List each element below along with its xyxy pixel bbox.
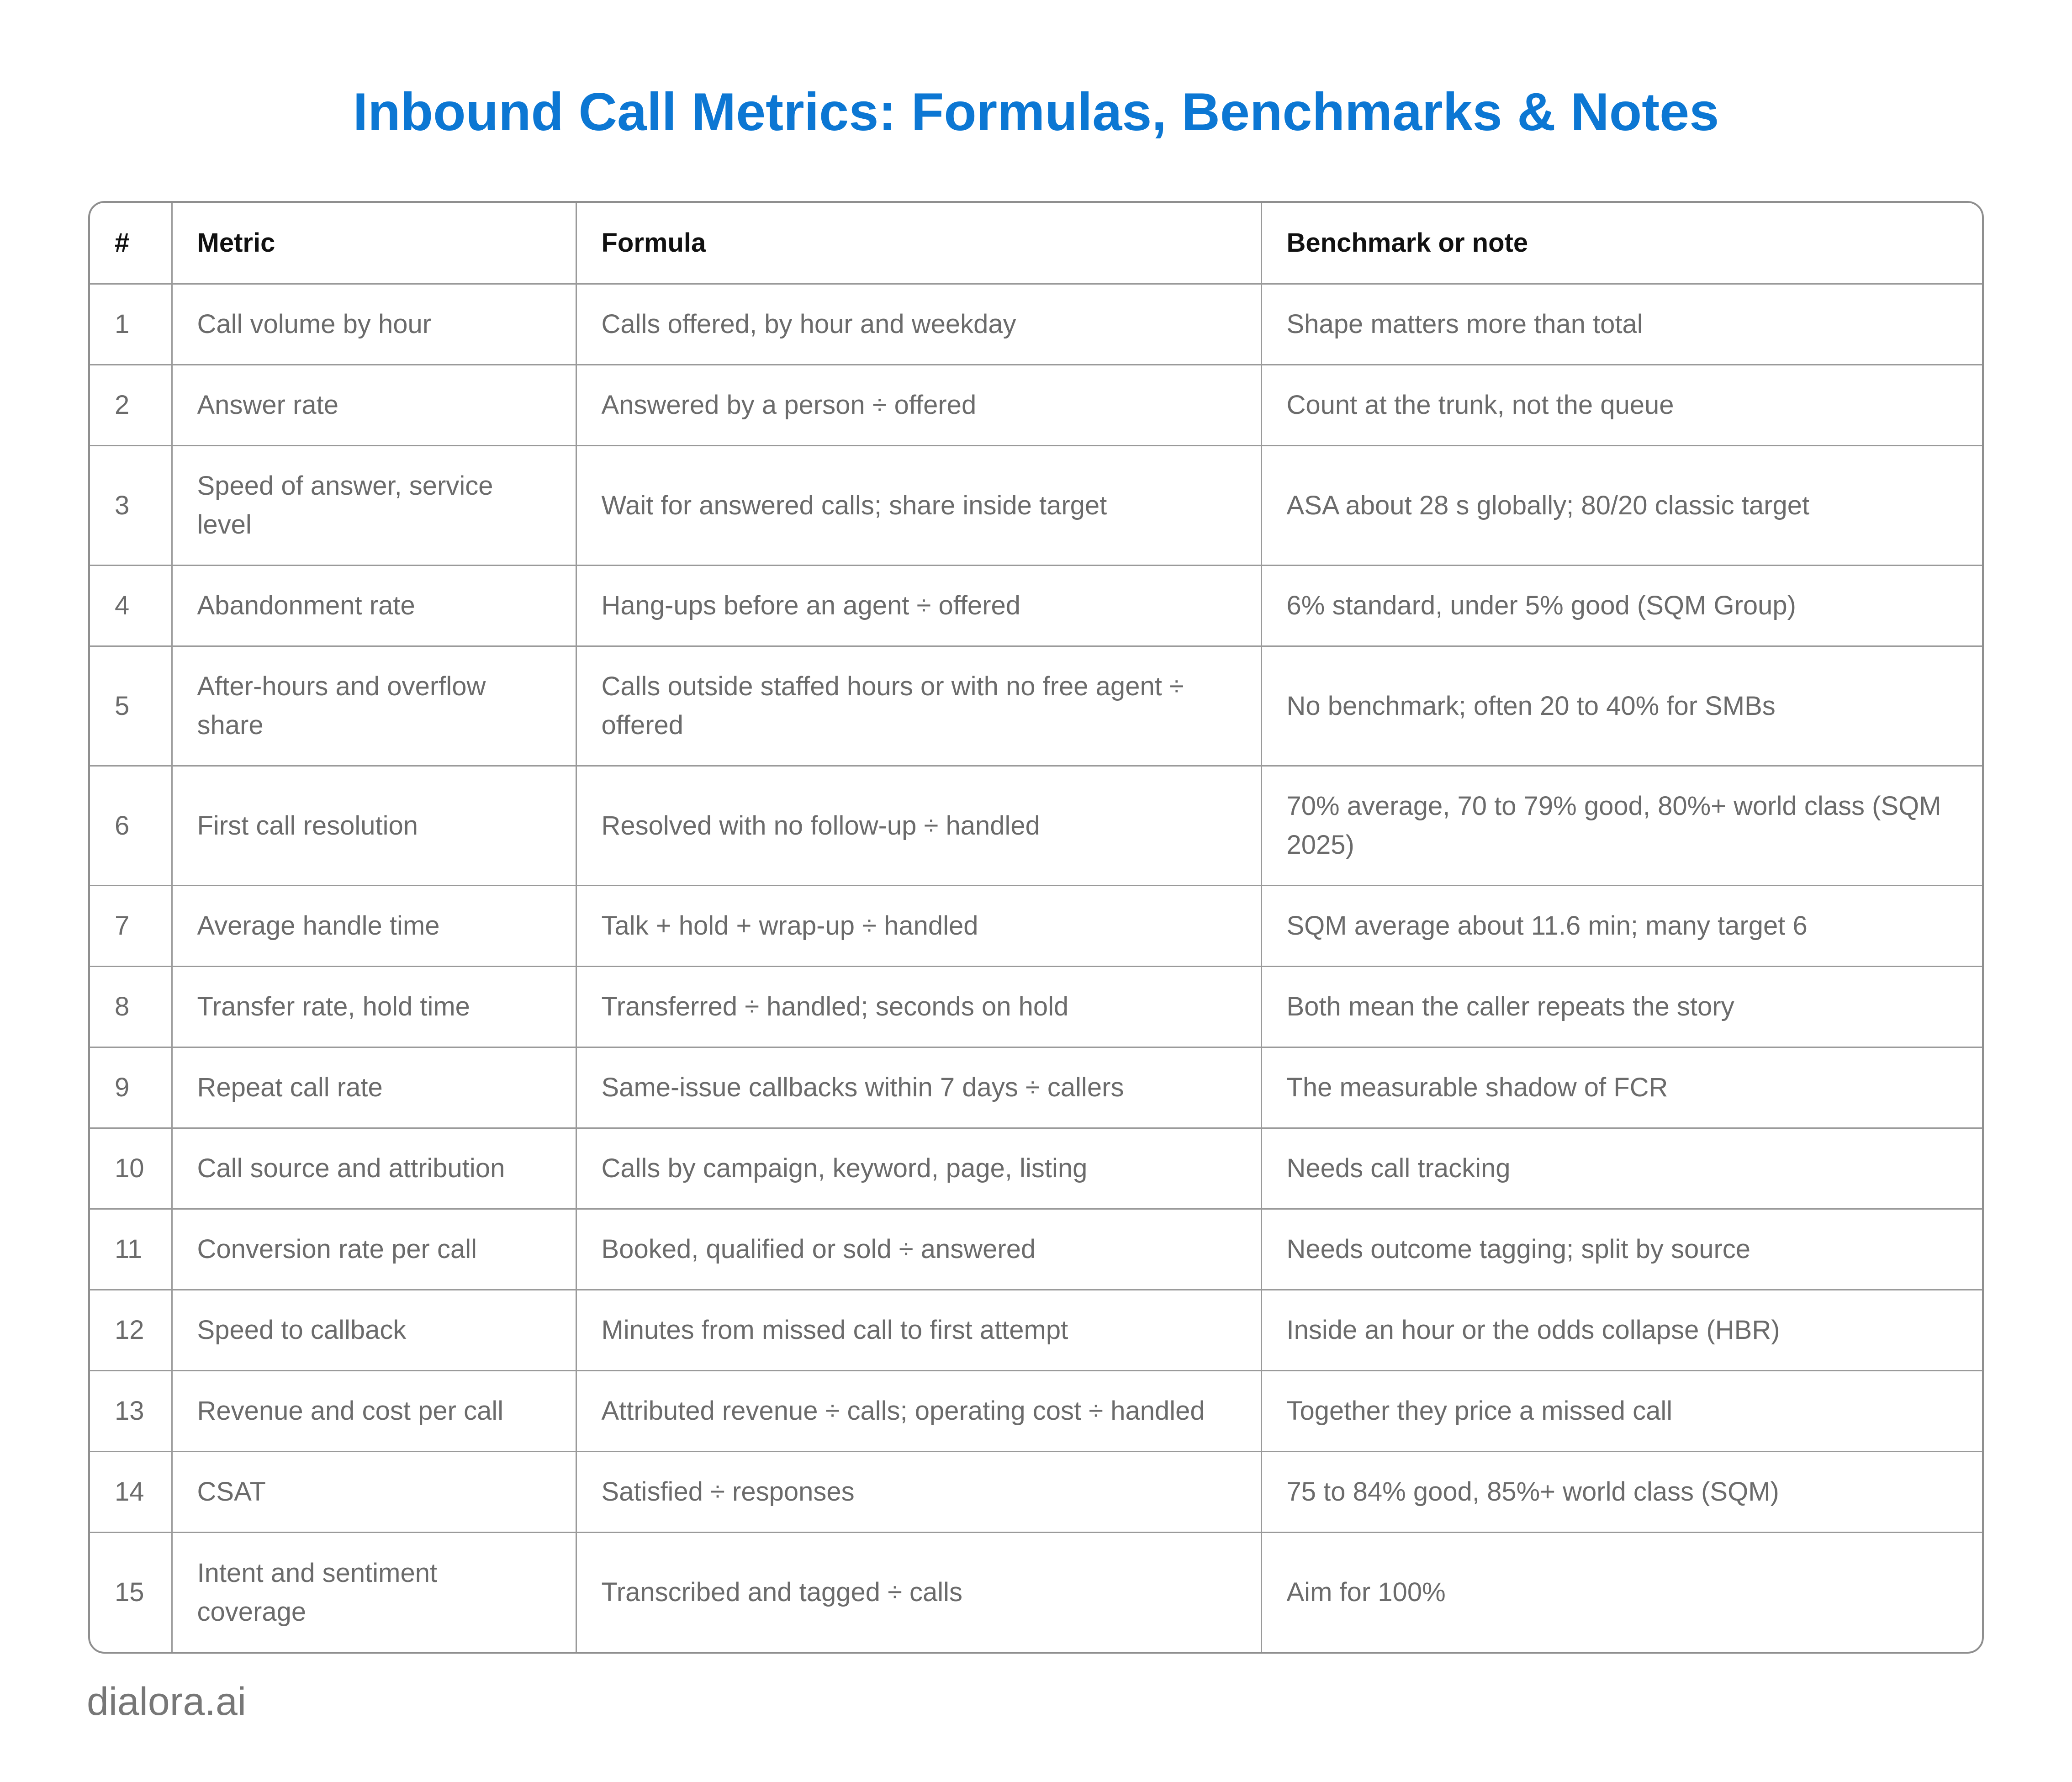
row-metric: CSAT xyxy=(172,1451,576,1532)
row-note: Both mean the caller repeats the story xyxy=(1261,966,1982,1047)
table-row xyxy=(90,284,1982,365)
table-row xyxy=(90,1532,1982,1652)
table-row xyxy=(90,1290,1982,1370)
table-row xyxy=(90,1451,1982,1532)
row-metric: Transfer rate, hold time xyxy=(172,966,576,1047)
row-formula: Transcribed and tagged ÷ calls xyxy=(576,1532,1261,1652)
row-formula: Answered by a person ÷ offered xyxy=(576,365,1261,445)
row-number: 1 xyxy=(90,284,172,365)
table-row xyxy=(90,966,1982,1047)
row-note: ASA about 28 s globally; 80/20 classic target xyxy=(1261,445,1982,565)
row-note: Together they price a missed call xyxy=(1261,1370,1982,1451)
row-metric: Speed to callback xyxy=(172,1290,576,1370)
row-note: Count at the trunk, not the queue xyxy=(1261,365,1982,445)
row-metric: After-hours and overflow share xyxy=(172,646,576,766)
row-note: Needs call tracking xyxy=(1261,1128,1982,1209)
row-number: 13 xyxy=(90,1370,172,1451)
row-number: 5 xyxy=(90,646,172,766)
row-note: Shape matters more than total xyxy=(1261,284,1982,365)
column-header-number: # xyxy=(90,203,172,284)
table-row xyxy=(90,1128,1982,1209)
row-formula: Hang-ups before an agent ÷ offered xyxy=(576,565,1261,646)
row-formula: Calls by campaign, keyword, page, listing xyxy=(576,1128,1261,1209)
row-formula: Satisfied ÷ responses xyxy=(576,1451,1261,1532)
row-number: 10 xyxy=(90,1128,172,1209)
row-note: Inside an hour or the odds collapse (HBR) xyxy=(1261,1290,1982,1370)
row-metric: Answer rate xyxy=(172,365,576,445)
row-note: The measurable shadow of FCR xyxy=(1261,1047,1982,1128)
row-number: 12 xyxy=(90,1290,172,1370)
row-metric: Abandonment rate xyxy=(172,565,576,646)
row-formula: Transferred ÷ handled; seconds on hold xyxy=(576,966,1261,1047)
row-formula: Wait for answered calls; share inside target xyxy=(576,445,1261,565)
row-number: 3 xyxy=(90,445,172,565)
row-metric: Intent and sentiment coverage xyxy=(172,1532,576,1652)
row-note: Aim for 100% xyxy=(1286,1577,1446,1608)
row-formula: Booked, qualified or sold ÷ answered xyxy=(576,1209,1261,1290)
row-note: Needs outcome tagging; split by source xyxy=(1261,1209,1982,1290)
table-row xyxy=(90,885,1982,966)
table-row xyxy=(90,1047,1982,1128)
column-header-metric: Metric xyxy=(172,203,576,284)
row-metric: Speed of answer, service level xyxy=(172,445,576,565)
row-metric: Call volume by hour xyxy=(172,284,576,365)
row-metric: Average handle time xyxy=(172,885,576,966)
row-number: 9 xyxy=(90,1047,172,1128)
row-note: 75 to 84% good, 85%+ world class (SQM) xyxy=(1261,1451,1982,1532)
table-row xyxy=(90,1370,1982,1451)
row-metric: Repeat call rate xyxy=(172,1047,576,1128)
metrics-table xyxy=(90,203,1982,1652)
row-number: 6 xyxy=(90,766,172,885)
row-number: 15 xyxy=(90,1532,172,1652)
metrics-table-container xyxy=(88,201,1984,1654)
row-formula: Calls offered, by hour and weekday xyxy=(576,284,1261,365)
row-note: SQM average about 11.6 min; many target 6 xyxy=(1261,885,1982,966)
table-row xyxy=(90,766,1982,885)
row-number: 7 xyxy=(90,885,172,966)
row-number: 8 xyxy=(90,966,172,1047)
row-formula: Attributed revenue ÷ calls; operating cost ÷ handled xyxy=(576,1370,1261,1451)
row-number: 4 xyxy=(90,565,172,646)
row-metric: Call source and attribution xyxy=(172,1128,576,1209)
row-metric: Revenue and cost per call xyxy=(172,1370,576,1451)
column-header-note: Benchmark or note xyxy=(1261,203,1982,284)
row-formula: Talk + hold + wrap-up ÷ handled xyxy=(576,885,1261,966)
column-header-formula: Formula xyxy=(576,203,1261,284)
table-header-row xyxy=(90,203,1982,284)
row-formula: Minutes from missed call to first attempt xyxy=(576,1290,1261,1370)
row-number: 11 xyxy=(90,1209,172,1290)
row-number: 14 xyxy=(90,1451,172,1532)
page-title: Inbound Call Metrics: Formulas, Benchmarks & Notes xyxy=(353,82,1719,142)
table-row xyxy=(90,565,1982,646)
table-row xyxy=(90,646,1982,766)
row-note: 70% average, 70 to 79% good, 80%+ world class (SQM 2025) xyxy=(1261,766,1982,885)
row-formula: Calls outside staffed hours or with no free agent ÷ offered xyxy=(576,646,1261,766)
row-note: No benchmark; often 20 to 40% for SMBs xyxy=(1261,646,1982,766)
table-row xyxy=(90,365,1982,445)
row-metric: Conversion rate per call xyxy=(172,1209,576,1290)
row-note: 6% standard, under 5% good (SQM Group) xyxy=(1261,565,1982,646)
row-number: 2 xyxy=(90,365,172,445)
brand-footer: dialora.ai xyxy=(87,1680,246,1724)
row-metric: First call resolution xyxy=(172,766,576,885)
row-formula: Resolved with no follow-up ÷ handled xyxy=(576,766,1261,885)
row-formula: Same-issue callbacks within 7 days ÷ callers xyxy=(576,1047,1261,1128)
table-row xyxy=(90,1209,1982,1290)
table-row xyxy=(90,445,1982,565)
